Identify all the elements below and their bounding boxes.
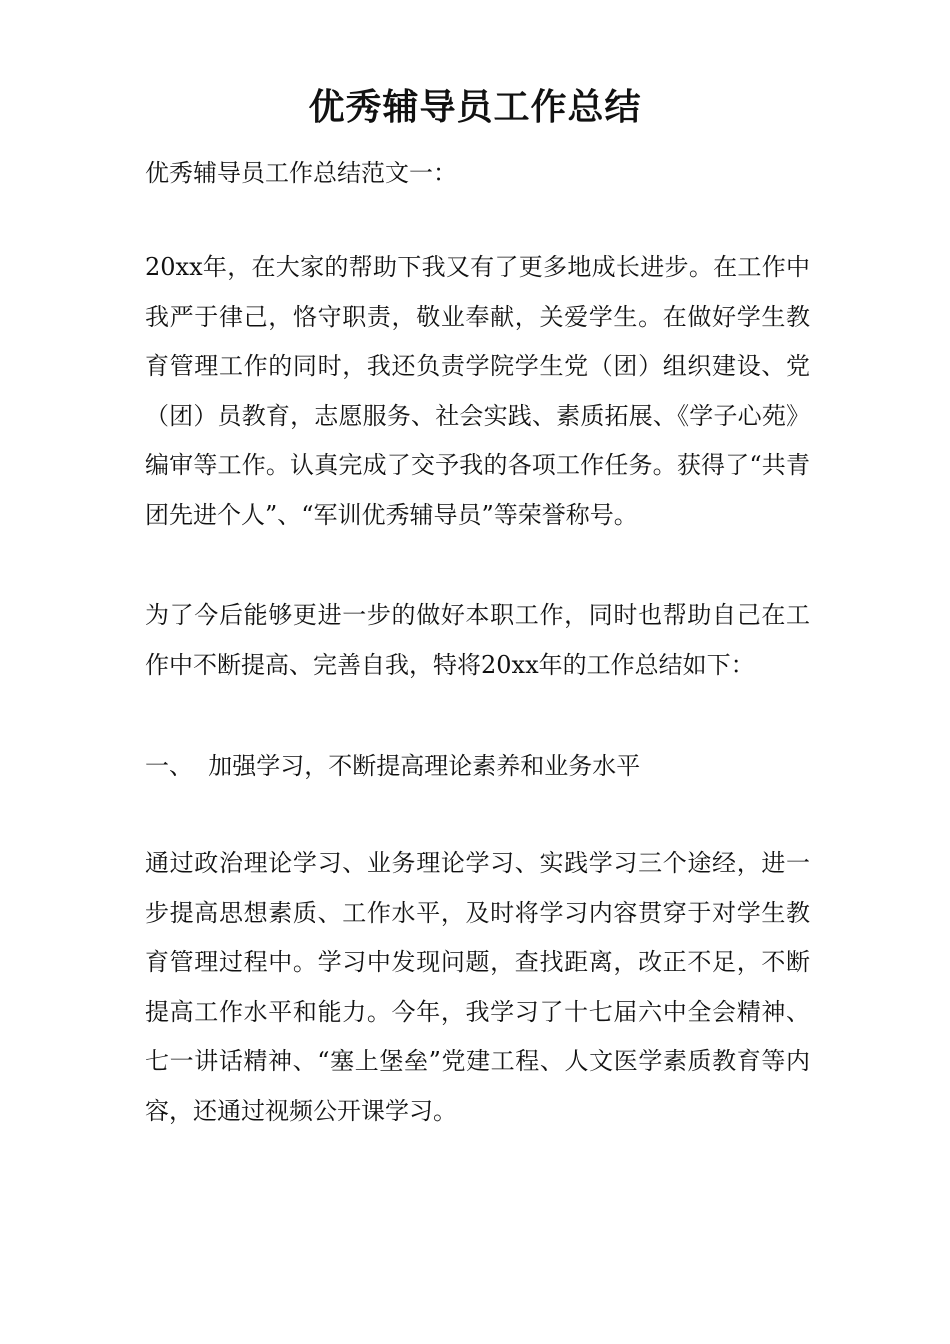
paragraph-summary-lead: 为了今后能够更进一步的做好本职工作，同时也帮助自己在工作中不断提高、完善自我，特将20xx年的工作总结如下： — [145, 601, 810, 679]
section-heading-1: 一、 加强学习，不断提高理论素养和业务水平 — [145, 752, 641, 780]
paragraph-study: 通过政治理论学习、业务理论学习、实践学习三个途经，进一步提高思想素质、工作水平，及时将学习内容贯穿于对学生教育管理过程中。学习中发现问题，查找距离，改正不足，不断提高工作水平和能力。今年，我学习了十七届六中全会精神、七一讲话精神、“塞上堡垒”党建工程、人文医学素质教育等内容，还通过视频公开课学习。 — [145, 849, 810, 1125]
paragraph-intro: 20xx年，在大家的帮助下我又有了更多地成长进步。在工作中我严于律己，恪守职责，敬业奉献，关爱学生。在做好学生教育管理工作的同时，我还负责学院学生党（团）组织建设、党（团）员教育，志愿服务、社会实践、素质拓展、《学子心苑》编审等工作。认真完成了交予我的各项工作任务。获得了“共青团先进个人”、“军训优秀辅导员”等荣誉称号。 — [145, 253, 810, 529]
document-subtitle: 优秀辅导员工作总结范文一： — [145, 159, 457, 187]
document-title: 优秀辅导员工作总结 — [308, 87, 642, 128]
